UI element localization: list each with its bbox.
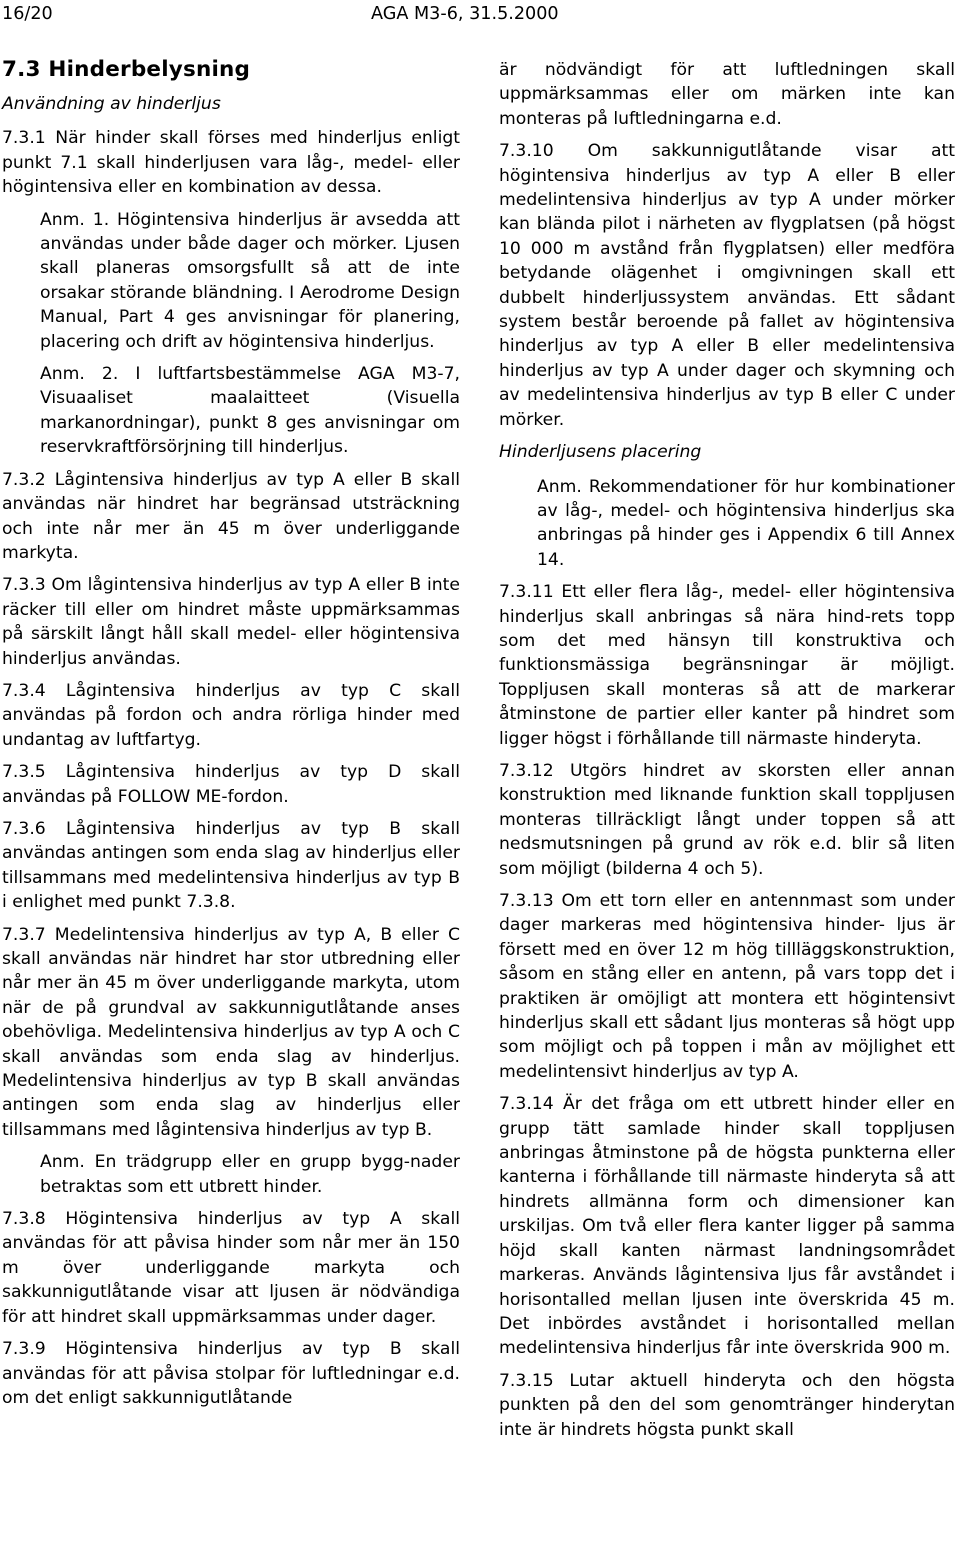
paragraph-7-3-11: 7.3.11 Ett eller flera låg-, medel- eller högintensiva hinderljus skall anbringas så nära hind-rets topp som det med hänsyn till konstruktiva och funktionsmässiga begränsningar är möjligt. Toppljusen skall monteras så att de markerar åtminstone de partier eller kanter på hindret som ligger högst i förhållande till närmaste hinderyta. bbox=[499, 582, 955, 749]
subheading-placement: Hinderljusens placering bbox=[499, 442, 702, 463]
paragraph-7-3-13: 7.3.13 Om ett torn eller en antennmast som under dager markeras med högintensiva hinder- ljus är försett med en över 12 m hög tillläggskonstruktion, såsom en stång eller en antenn, på vars topp det i praktiken är omöjligt att montera ett högintensivt hinderljus skall ett sådant ljus monteras så högt upp som möjligt och på toppen i mån av möjlighet ett medelintensivt hinderljus av typ A. bbox=[499, 891, 955, 1082]
paragraph-7-3-8: 7.3.8 Högintensiva hinderljus av typ A skall användas för att påvisa hinder som når mer än 150 m över underliggande markyta och sakkunnigutlåtande visar att ljusen är nödvändiga för att hindret skall uppmärksammas under dager. bbox=[2, 1209, 460, 1327]
paragraph-7-3-2: 7.3.2 Lågintensiva hinderljus av typ A eller B skall användas när hindret har begränsad utsträckning och inte når mer än 45 m över underliggande markyta. bbox=[2, 469, 460, 563]
section-title: 7.3 Hinderbelysning bbox=[2, 57, 251, 82]
right-column bbox=[499, 58, 955, 1450]
paragraph-7-3-6: 7.3.6 Lågintensiva hinderljus av typ B skall användas antingen som enda slag av hinderljus eller tillsammans med medelintensiva hinderljus av typ B i enlighet med punkt 7.3.8. bbox=[2, 818, 460, 913]
paragraph-7-3-5: 7.3.5 Lågintensiva hinderljus av typ D skall användas på FOLLOW ME-fordon. bbox=[2, 762, 460, 807]
paragraph-7-3-7: 7.3.7 Medelintensiva hinderljus av typ A, B eller C skall användas när hindret har stor utbredning eller når mer än 45 m över underliggande markyta, utom när de på grundval av sakkunnigutlåtande anses obehövliga. Medelintensiva hinderljus av typ A och C skall användas som enda slag av hinderljus. Medelintensiva hinderljus av typ B skall användas antingen som enda slag av hinderljus eller tillsammans med lågintensiva hinderljus av typ B. bbox=[2, 924, 460, 1140]
paragraph-7-3-9: 7.3.9 Högintensiva hinderljus av typ B skall användas för att påvisa stolpar för luftledningar e.d. om det enligt sakkunnigutlåtande bbox=[2, 1339, 460, 1408]
paragraph-7-3-15: 7.3.15 Lutar aktuell hinderyta och den högsta punkten på den del som genomtränger hinderytan inte är hindrets högsta punkt skall bbox=[499, 1370, 955, 1440]
paragraph-7-3-12: 7.3.12 Utgörs hindret av skorsten eller annan konstruktion med liknande funktion skall toppljusen monteras tillräckligt långt under toppen så att nedsmutsningen på grund av rök e.d. blir så liten som möjligt (bilderna 4 och 5). bbox=[499, 760, 955, 879]
left-column bbox=[2, 56, 460, 1418]
paragraph-7-3-1: 7.3.1 När hinder skall förses med hinderljus enligt punkt 7.1 skall hinderljusen vara låg-, medel- eller högintensiva eller en kombination av dessa. bbox=[2, 128, 460, 198]
paragraph-continuation: är nödvändigt för att luftledningen skall uppmärksammas eller om märken inte kan monteras på luftledningarna e.d. bbox=[499, 60, 955, 129]
document-id: AGA M3-6, 31.5.2000 bbox=[371, 4, 559, 24]
note-placement: Anm. Rekommendationer för hur kombinationer av låg-, medel- och högintensiva hinderljus ska anbringas på hinder ges i Appendix 6 till Annex 14. bbox=[537, 476, 955, 570]
subheading-usage: Användning av hinderljus bbox=[2, 94, 221, 114]
note-2: Anm. 2. I luftfartsbestämmelse AGA M3-7, Visuaaliset maalaitteet (Visuella markanordningar), punkt 8 ges anvisningar om reservkraftförsörjning till hinderljus. bbox=[40, 364, 460, 458]
paragraph-7-3-3: 7.3.3 Om lågintensiva hinderljus av typ A eller B inte räcker till eller om hindret måste uppmärksammas på särskilt långt håll skall medel- eller högintensiva hinderljus användas. bbox=[2, 575, 460, 669]
paragraph-7-3-10: 7.3.10 Om sakkunnigutlåtande visar att högintensiva hinderljus av typ A eller B eller medelintensiva hinderljus av typ A under mörker kan blända pilot i närheten av flygplatsen (på högst 10 000 m avstånd från flygplatsen) eller medföra betydande olägenhet i omgivningen skall ett dubbelt hinderljussystem användas. Ett sådant system består beroende på fallet av högintensiva hinderljus av typ A eller B eller medelintensiva hinderljus av typ A under dager och skymning och av medelintensiva hinderljus av typ B eller C under mörker. bbox=[499, 141, 955, 430]
note-3: Anm. En trädgrupp eller en grupp bygg-nader betraktas som ett utbrett hinder. bbox=[40, 1152, 460, 1197]
page-header bbox=[0, 0, 960, 28]
page-number: 16/20 bbox=[2, 4, 53, 24]
paragraph-7-3-14: 7.3.14 Är det fråga om ett utbrett hinder eller en grupp tätt samlade hinder skall toppljusen anbringas åtminstone på de högsta punkterna eller kanterna i förhållande till närmaste hinderyta så att hindrets allmänna form och dimensioner kan urskiljas. Om två eller flera kanter ligger på samma höjd skall kanten närmast landningsområdet markeras. Används lågintensiva ljus får avståndet i horisontalled mellan ljusen inte överskrida 45 m. Det inbördes avståndet i horisontalled mellan medelintensiva hinderljus får inte överskrida 900 m. bbox=[499, 1094, 955, 1359]
paragraph-7-3-4: 7.3.4 Lågintensiva hinderljus av typ C skall användas på fordon och andra rörliga hinder med undantag av luftfartyg. bbox=[2, 680, 460, 750]
note-1: Anm. 1. Högintensiva hinderljus är avsedda att användas under både dager och mörker. Ljusen skall planeras omsorgsfullt så att de inte orsakar störande bländning. I Aerodrome Design Manual, Part 4 ges anvisningar för planering, placering och drift av högintensiva hinderljus. bbox=[40, 209, 460, 352]
